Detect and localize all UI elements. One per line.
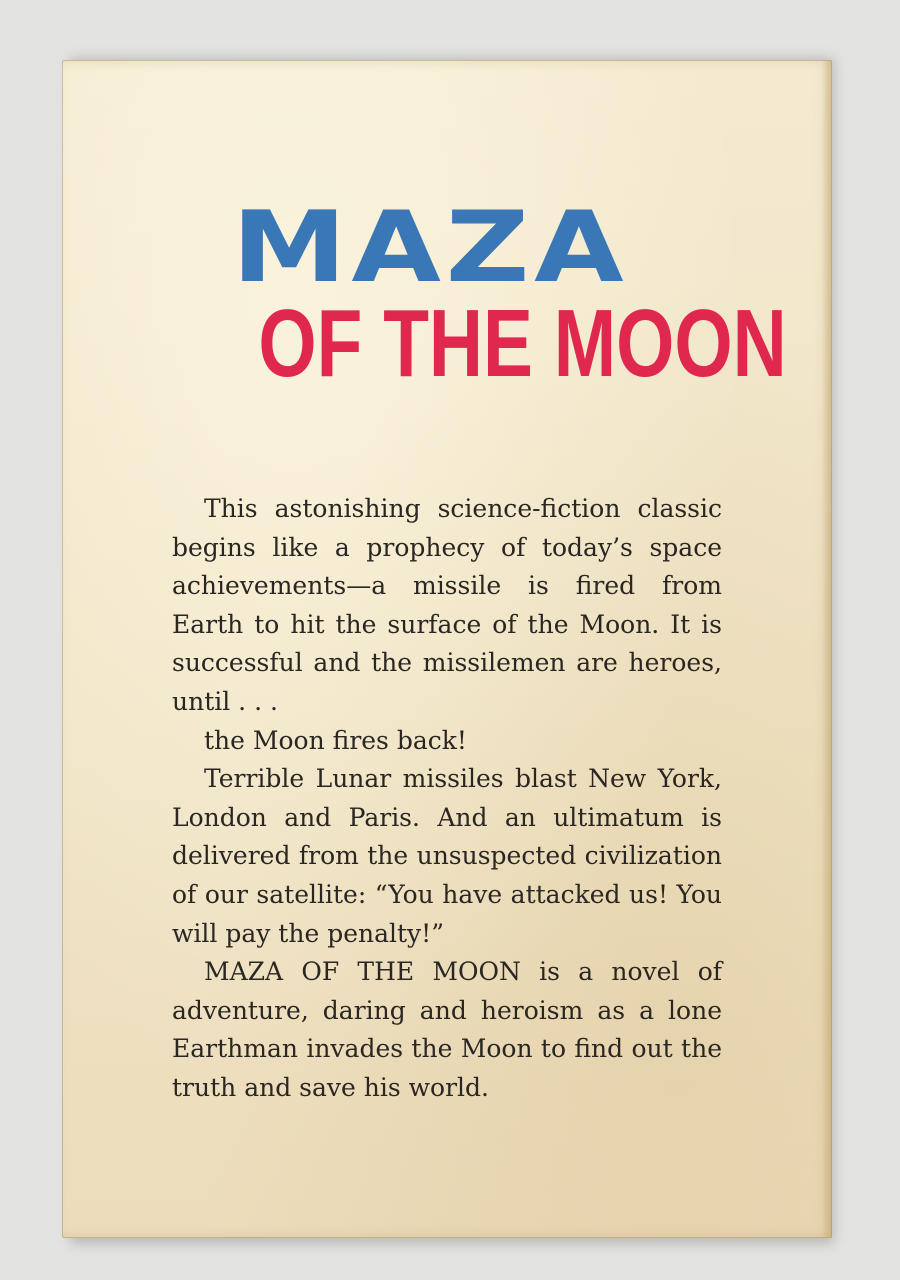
cover-edge: [822, 60, 832, 1238]
blurb-paragraph-2: the Moon fires back!: [204, 725, 467, 755]
blurb-paragraph-4: MAZA OF THE MOON is a novel of adventure, daring and heroism as a lone Earthman invades the Moon to find out the truth and save his world.: [172, 957, 722, 1102]
blurb-text: [172, 490, 722, 1108]
book-title: [210, 191, 787, 397]
book-back-cover: [62, 60, 832, 1238]
title-line-maza: MAZA: [231, 191, 629, 305]
blurb-paragraph-3: Terrible Lunar missiles blast New York, London and Paris. And an ultimatum is delivered from the unsuspected civilization of our satellite: “You have attacked us! You will pay the penalty!”: [172, 764, 722, 948]
blurb-paragraph-1: This astonishing science-fiction classic begins like a prophecy of today’s space achievements—a missile is fired from Earth to hit the surface of the Moon. It is successful and the missilemen are heroes, until . . .: [172, 494, 722, 716]
title-line-of-the-moon: OF THE MOON: [258, 290, 787, 397]
